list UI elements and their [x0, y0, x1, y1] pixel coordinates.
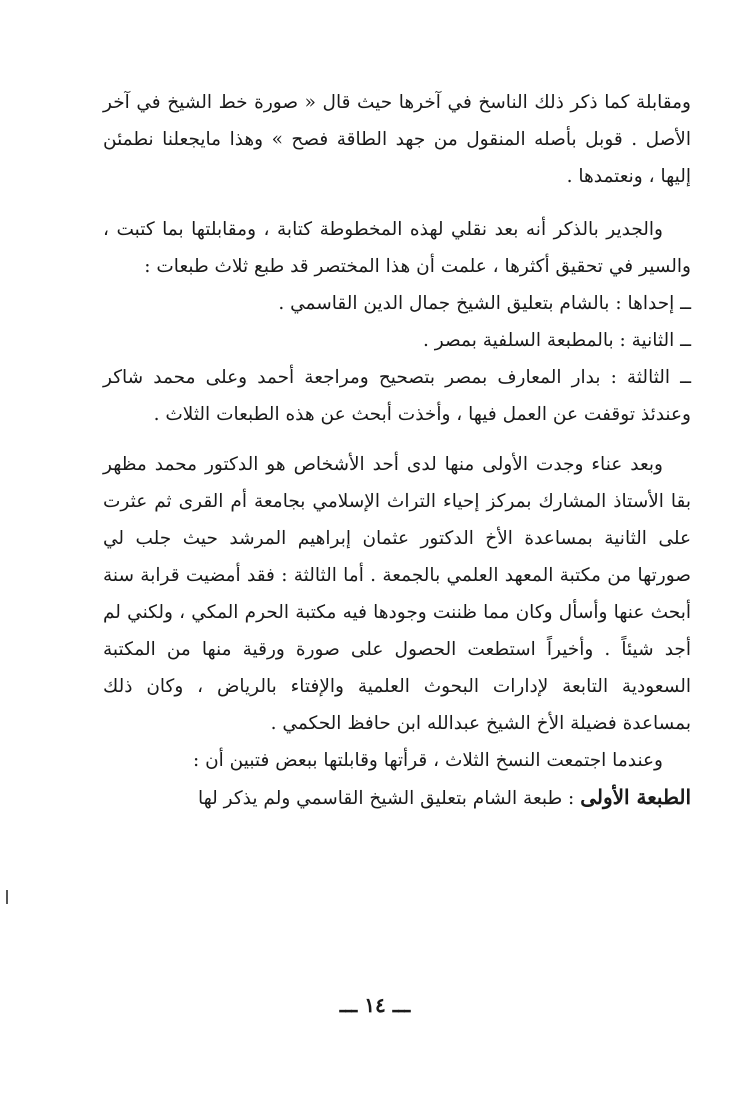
- paragraph-5-text: : طبعة الشام بتعليق الشيخ القاسمي ولم يذكر لها: [197, 788, 581, 809]
- paragraph-3: وبعد عناء وجدت الأولى منها لدى أحد الأشخاص هو الدكتور محمد مظهر بقا الأستاذ المشارك بمركز إحياء التراث الإسلامي بجامعة أم القرى ثم عثرت على الثانية بمساعدة الأخ الدكتور عثمان إبراهيم المرشد حيث جلب لي صورتها من مكتبة المعهد العلمي بالجمعة . أما الثالثة : فقد أمضيت قرابة سنة أبحث عنها وأسأل وكان مما ظننت وجودها فيه مكتبة الحرم المكي ، ولكني لم أجد شيئاً . وأخيراً استطعت الحصول على صورة ورقية منها من المكتبة السعودية التابعة لإدارات البحوث العلمية والإفتاء بالرياض ، وكان ذلك بمساعدة فضيلة الأخ الشيخ عبدالله ابن حافظ الحكمي .: [103, 454, 691, 734]
- page-number: ـــ ١٤ ـــ: [339, 993, 411, 1017]
- paragraph-spacer: [103, 195, 691, 211]
- paragraph-spacer: [103, 433, 691, 446]
- margin-mark: [6, 890, 8, 904]
- body-text: [103, 84, 691, 817]
- paragraph-2: والجدير بالذكر أنه بعد نقلي لهذه المخطوطة كتابة ، ومقابلتها بما كتبت ، والسير في تحقيق أكثرها ، علمت أن هذا المختصر قد طبع ثلاث طبعات :: [103, 219, 691, 277]
- first-edition-heading: الطبعة الأولى: [580, 785, 691, 809]
- paragraph-1: ومقابلة كما ذكر ذلك الناسخ في آخرها حيث قال « صورة خط الشيخ في آخر الأصل . قوبل بأصله المنقول من جهد الطاقة فصح » وهذا مايجعلنا نطمئن إليها ، ونعتمدها .: [103, 92, 691, 187]
- paragraph-5: [103, 779, 691, 817]
- paragraph-4: وعندما اجتمعت النسخ الثلاث ، قرأتها وقابلتها ببعض فتبين أن :: [192, 750, 663, 771]
- list-item-1: ــ إحداها : بالشام بتعليق الشيخ جمال الدين القاسمي .: [278, 293, 691, 314]
- list-item-3: ــ الثالثة : بدار المعارف بمصر بتصحيح ومراجعة أحمد وعلى محمد شاكر وعندئذ توقفت عن العمل فيها ، وأخذت أبحث عن هذه الطبعات الثلاث .: [103, 367, 691, 425]
- list-item-2: ــ الثانية : بالمطبعة السلفية بمصر .: [423, 330, 691, 351]
